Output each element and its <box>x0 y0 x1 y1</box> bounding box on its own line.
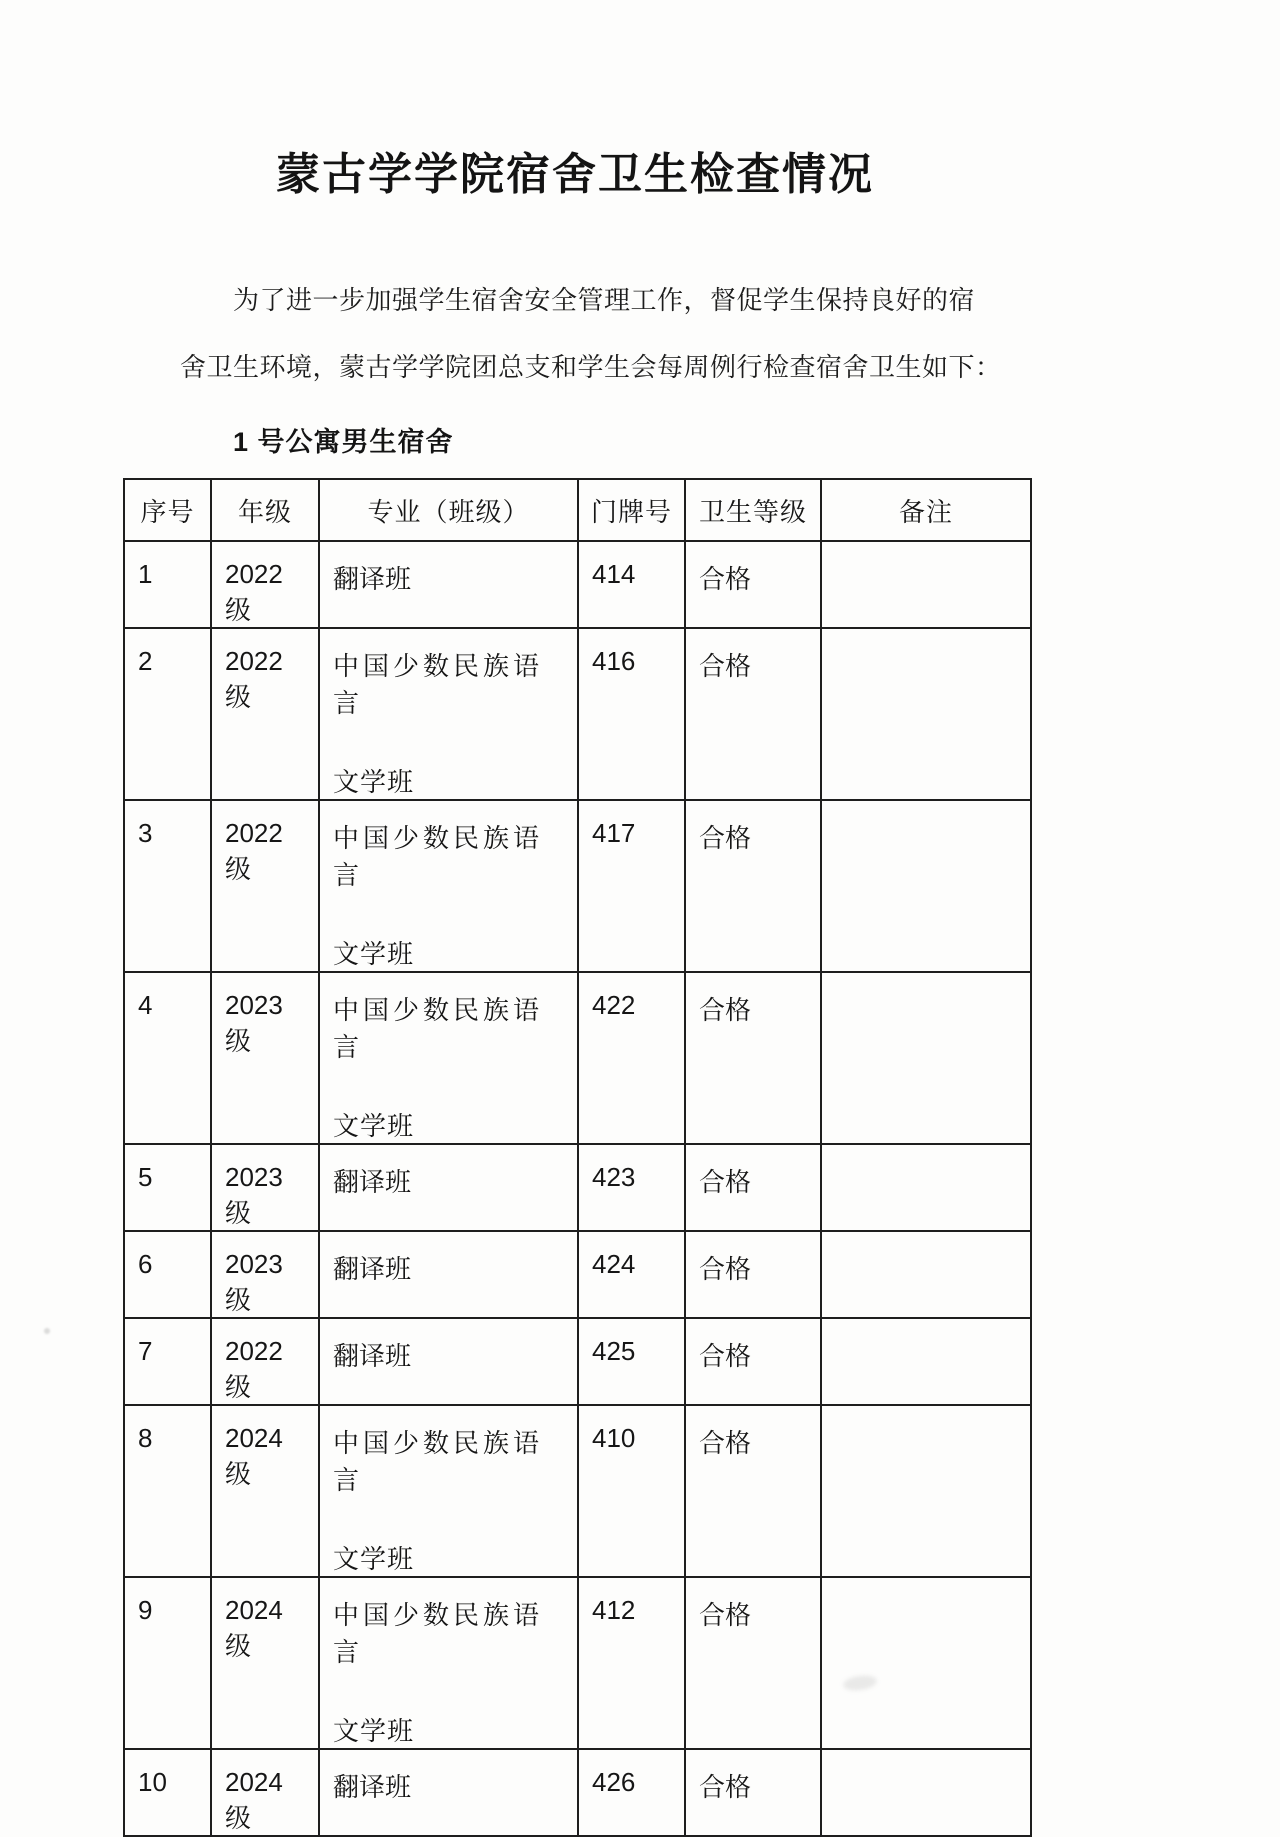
cell-room: 424 <box>578 1231 685 1318</box>
cell-no: 5 <box>124 1144 211 1231</box>
cell-room: 422 <box>578 972 685 1144</box>
cell-room: 412 <box>578 1577 685 1749</box>
cell-grade: 2022 级 <box>211 800 319 972</box>
cell-remark <box>821 1577 1031 1749</box>
cell-major <box>319 1318 578 1405</box>
table-header-row <box>124 479 1031 541</box>
cell-remark <box>821 800 1031 972</box>
intro-paragraph-line-1: 为了进一步加强学生宿舍安全管理工作，督促学生保持良好的宿 <box>233 285 976 315</box>
dorm-hygiene-table <box>123 478 1032 1837</box>
column-header-room: 门牌号 <box>578 479 685 541</box>
cell-remark <box>821 1318 1031 1405</box>
cell-no: 8 <box>124 1405 211 1577</box>
cell-no: 1 <box>124 541 211 628</box>
cell-room: 425 <box>578 1318 685 1405</box>
cell-major <box>319 800 578 972</box>
cell-grade: 2023 级 <box>211 1231 319 1318</box>
cell-major <box>319 1577 578 1749</box>
cell-no: 10 <box>124 1749 211 1836</box>
table-row <box>124 1577 1031 1749</box>
cell-room: 416 <box>578 628 685 800</box>
table-row <box>124 1144 1031 1231</box>
cell-no: 9 <box>124 1577 211 1749</box>
major-line-1: 翻译班 <box>333 1772 412 1802</box>
cell-room: 410 <box>578 1405 685 1577</box>
major-line-1: 中国少数民族语言 <box>333 995 544 1062</box>
cell-remark <box>821 1144 1031 1231</box>
cell-rating: 合格 <box>685 1405 821 1577</box>
cell-rating: 合格 <box>685 800 821 972</box>
cell-no: 4 <box>124 972 211 1144</box>
major-line-2: 文学班 <box>333 1544 415 1574</box>
cell-rating: 合格 <box>685 972 821 1144</box>
cell-rating: 合格 <box>685 1577 821 1749</box>
major-line-1: 中国少数民族语言 <box>333 1600 544 1667</box>
table-row <box>124 1405 1031 1577</box>
major-line-1: 中国少数民族语言 <box>333 1428 544 1495</box>
cell-major <box>319 972 578 1144</box>
cell-remark <box>821 972 1031 1144</box>
cell-major <box>319 1405 578 1577</box>
major-line-1: 翻译班 <box>333 1254 412 1284</box>
cell-grade: 2024 级 <box>211 1405 319 1577</box>
cell-rating: 合格 <box>685 1231 821 1318</box>
cell-major <box>319 541 578 628</box>
cell-room: 414 <box>578 541 685 628</box>
cell-major <box>319 1749 578 1836</box>
major-line-1: 翻译班 <box>333 1167 412 1197</box>
document-title: 蒙古学学院宿舍卫生检查情况 <box>276 150 874 199</box>
cell-grade: 2022 级 <box>211 628 319 800</box>
cell-rating: 合格 <box>685 1749 821 1836</box>
column-header-no: 序号 <box>124 479 211 541</box>
column-header-grade: 年级 <box>211 479 319 541</box>
cell-grade: 2024 级 <box>211 1577 319 1749</box>
cell-rating: 合格 <box>685 1144 821 1231</box>
cell-grade: 2024 级 <box>211 1749 319 1836</box>
cell-grade: 2022 级 <box>211 1318 319 1405</box>
table-row <box>124 1231 1031 1318</box>
table-row <box>124 1318 1031 1405</box>
table-row <box>124 972 1031 1144</box>
major-line-2: 文学班 <box>333 767 415 797</box>
scan-speck <box>44 1328 50 1334</box>
table-row <box>124 800 1031 972</box>
table-row <box>124 541 1031 628</box>
cell-major <box>319 1144 578 1231</box>
cell-major <box>319 628 578 800</box>
column-header-major: 专业（班级） <box>319 479 578 541</box>
column-header-rating: 卫生等级 <box>685 479 821 541</box>
intro-paragraph-line-2: 舍卫生环境，蒙古学学院团总支和学生会每周例行检查宿舍卫生如下： <box>180 352 1002 382</box>
cell-grade: 2022 级 <box>211 541 319 628</box>
cell-room: 426 <box>578 1749 685 1836</box>
cell-grade: 2023 级 <box>211 1144 319 1231</box>
cell-room: 417 <box>578 800 685 972</box>
major-line-2: 文学班 <box>333 1716 415 1746</box>
cell-no: 3 <box>124 800 211 972</box>
cell-no: 6 <box>124 1231 211 1318</box>
major-line-2: 文学班 <box>333 1111 415 1141</box>
cell-remark <box>821 1405 1031 1577</box>
cell-no: 2 <box>124 628 211 800</box>
major-line-2: 文学班 <box>333 939 415 969</box>
cell-room: 423 <box>578 1144 685 1231</box>
cell-remark <box>821 1231 1031 1318</box>
major-line-1: 翻译班 <box>333 1341 412 1371</box>
major-line-1: 翻译班 <box>333 564 412 594</box>
table-row <box>124 1749 1031 1836</box>
cell-rating: 合格 <box>685 628 821 800</box>
cell-rating: 合格 <box>685 541 821 628</box>
cell-remark <box>821 628 1031 800</box>
table-row <box>124 628 1031 800</box>
cell-rating: 合格 <box>685 1318 821 1405</box>
major-line-1: 中国少数民族语言 <box>333 651 544 718</box>
column-header-remark: 备注 <box>821 479 1031 541</box>
cell-remark <box>821 541 1031 628</box>
cell-grade: 2023 级 <box>211 972 319 1144</box>
major-line-1: 中国少数民族语言 <box>333 823 544 890</box>
cell-no: 7 <box>124 1318 211 1405</box>
cell-major <box>319 1231 578 1318</box>
section-heading-apartment-1: 1 号公寓男生宿舍 <box>233 427 454 457</box>
cell-remark <box>821 1749 1031 1836</box>
